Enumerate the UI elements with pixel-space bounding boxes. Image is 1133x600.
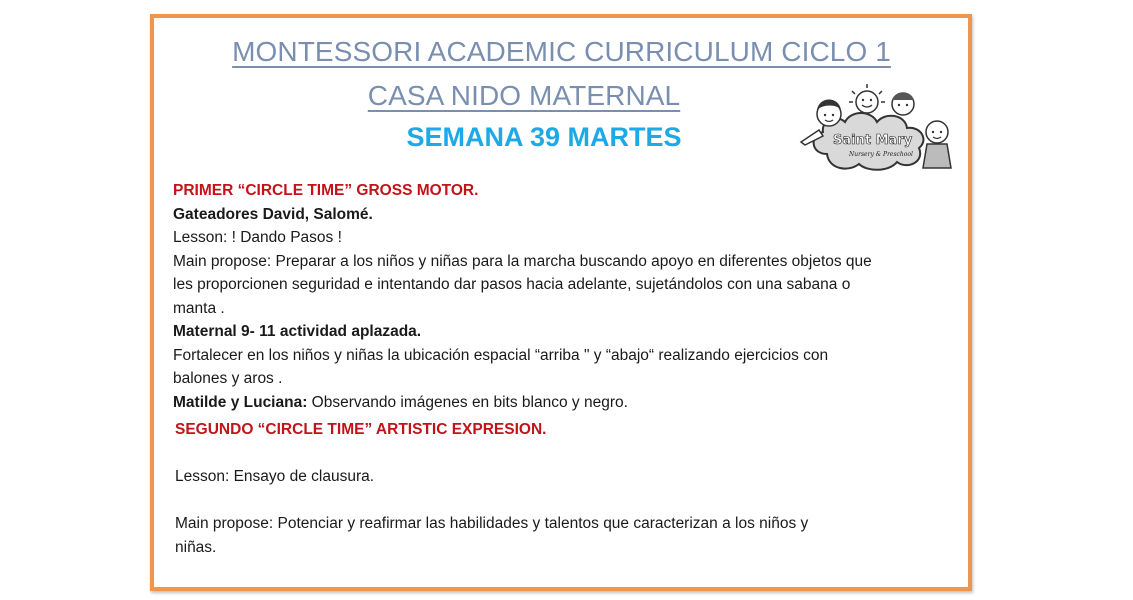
section1-lesson: Lesson: ! Dando Pasos ! [173,229,342,246]
logo-tagline-text: Nursery & Preschool [849,151,913,158]
page-title-line2: CASA NIDO MATERNAL [367,80,681,111]
section2-lesson: Lesson: Ensayo de clausura. [175,468,375,485]
section2-propose-line1: Main propose: Potenciar y reafirmar las habilidades y talentos que caracterizan a los niños y [175,515,809,532]
group-matilde-label: Matilde y Luciana: [173,393,308,411]
page-title-line1: MONTESSORI ACADEMIC CURRICULUM CICLO 1 [232,36,891,67]
section1-propose-line1: Main propose: Preparar a los niños y niñas para la marcha buscando apoyo en diferentes objetos que [173,252,872,270]
section1-propose-line3: manta . [173,299,225,317]
section2-heading: SEGUNDO “CIRCLE TIME” ARTISTIC EXPRESION. [175,421,547,438]
group-maternal: Maternal 9- 11 actividad aplazada. [173,323,422,340]
maternal-line1: Fortalecer en los niños y niñas la ubicación espacial “arriba " y “abajo“ realizando ejercicios con [173,346,829,364]
logo-brand-text: Saint Mary [833,133,913,148]
maternal-line2: balones y aros . [173,370,283,387]
section2-content [175,418,955,559]
section2-propose-line2: niñas. [175,538,217,556]
page-subtitle: SEMANA 39 MARTES [406,122,682,152]
section1-propose-line2: les proporcionen seguridad e intentando dar pasos hacia adelante, sujetándolos con una sabana o [173,276,851,293]
group-matilde-text: Observando imágenes en bits blanco y negro. [307,393,628,411]
section1-content [173,179,963,414]
group-matilde-luciana [173,391,963,415]
section1-heading: PRIMER “CIRCLE TIME” GROSS MOTOR. [173,182,479,199]
kids-cloud-logo-icon [797,82,957,176]
group-gateadores: Gateadores David, Salomé. [173,205,373,223]
slide-frame [150,14,972,591]
